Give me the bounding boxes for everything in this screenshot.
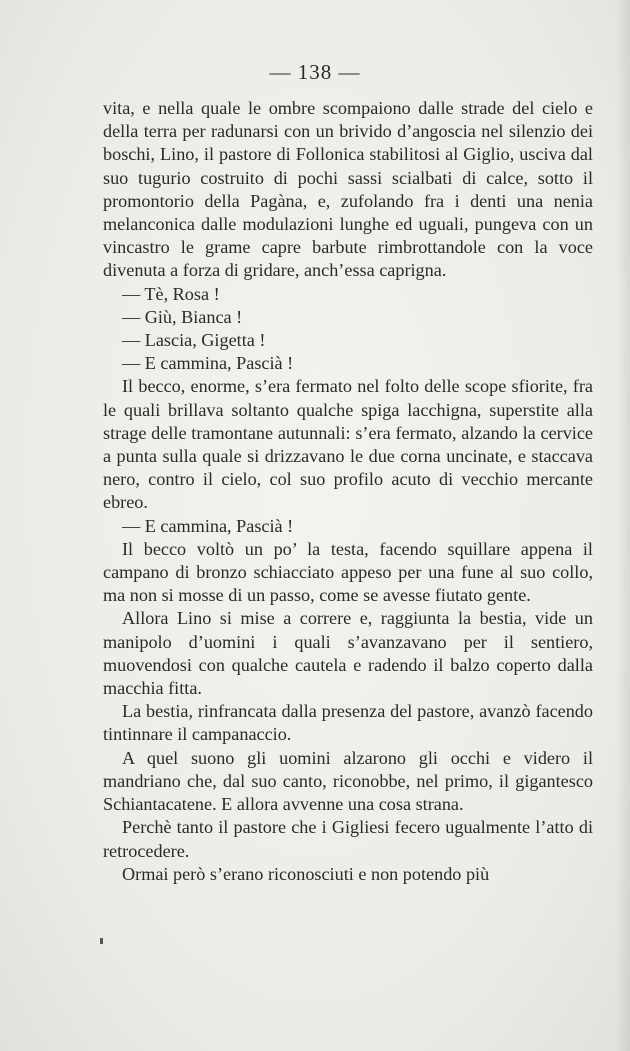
- paragraph: Il becco voltò un po’ la testa, facendo squillare appena il campano di bronzo schiacciato appeso per una fune al suo collo, ma non si mosse di un passo, come se avesse fiutato gente.: [103, 538, 593, 606]
- page-edge-shadow: [616, 0, 630, 1051]
- paragraph: Il becco, enorme, s’era fermato nel folto delle scope sfiorite, fra le quali brillava soltanto qualche spiga lacchigna, superstite alla strage delle tramontane autunnali: s’era fermato, alzando la cervice a punta sulla quale si drizzavano le due corna uncinate, e staccava nero, contro il cielo, col suo profilo acuto di vecchio mercante ebreo.: [103, 376, 593, 513]
- paragraph: Perchè tanto il pastore che i Gigliesi fecero ugualmente l’atto di retrocedere.: [103, 817, 593, 861]
- paragraph: Allora Lino si mise a correre e, raggiunta la bestia, vide un manipolo d’uomini i quali s’avanzavano per il sentiero, muovendosi con qualche cautela e radendo il balzo coperto dalla macchia fitta.: [103, 608, 593, 699]
- paragraph-opening: vita, e nella quale le ombre scompaiono dalle strade del cielo e della terra per radunarsi con un brivido d’angoscia nel silenzio dei boschi, Lino, il pastore di Follonica stabilitosi al Giglio, usciva dal suo tugurio costruito di pochi sassi scialbati di calce, sotto il promontorio della Pagàna, e, zufolando fra i denti una nenia melanconica dalle modulazioni lunghe ed uguali, pungeva con un vincastro le grame capre barbute rimbrottandole con la voce divenuta a forza di gridare, anch’essa caprigna.: [103, 98, 593, 281]
- paragraph: A quel suono gli uomini alzarono gli occhi e videro il mandriano che, dal suo canto, riconobbe, nel primo, il gigantesco Schiantacatene. E allora avvenne una cosa strana.: [103, 747, 593, 815]
- dialogue-line: — Tè, Rosa !: [122, 283, 220, 304]
- paragraph-continued: Ormai però s’erano riconosciuti e non potendo più: [122, 863, 490, 884]
- dialogue-line: — E cammina, Pascià !: [122, 353, 294, 374]
- ink-speck: [100, 938, 103, 944]
- dialogue-line: — Lascia, Gigetta !: [122, 330, 266, 351]
- body-text: [103, 97, 593, 886]
- dialogue-line: — Giù, Bianca !: [122, 306, 243, 327]
- paragraph: La bestia, rinfrancata dalla presenza del pastore, avanzò facendo tintinnare il campanaccio.: [103, 701, 593, 745]
- dialogue-line: — E cammina, Pascià !: [122, 515, 294, 536]
- page-number: — 138 —: [269, 60, 361, 84]
